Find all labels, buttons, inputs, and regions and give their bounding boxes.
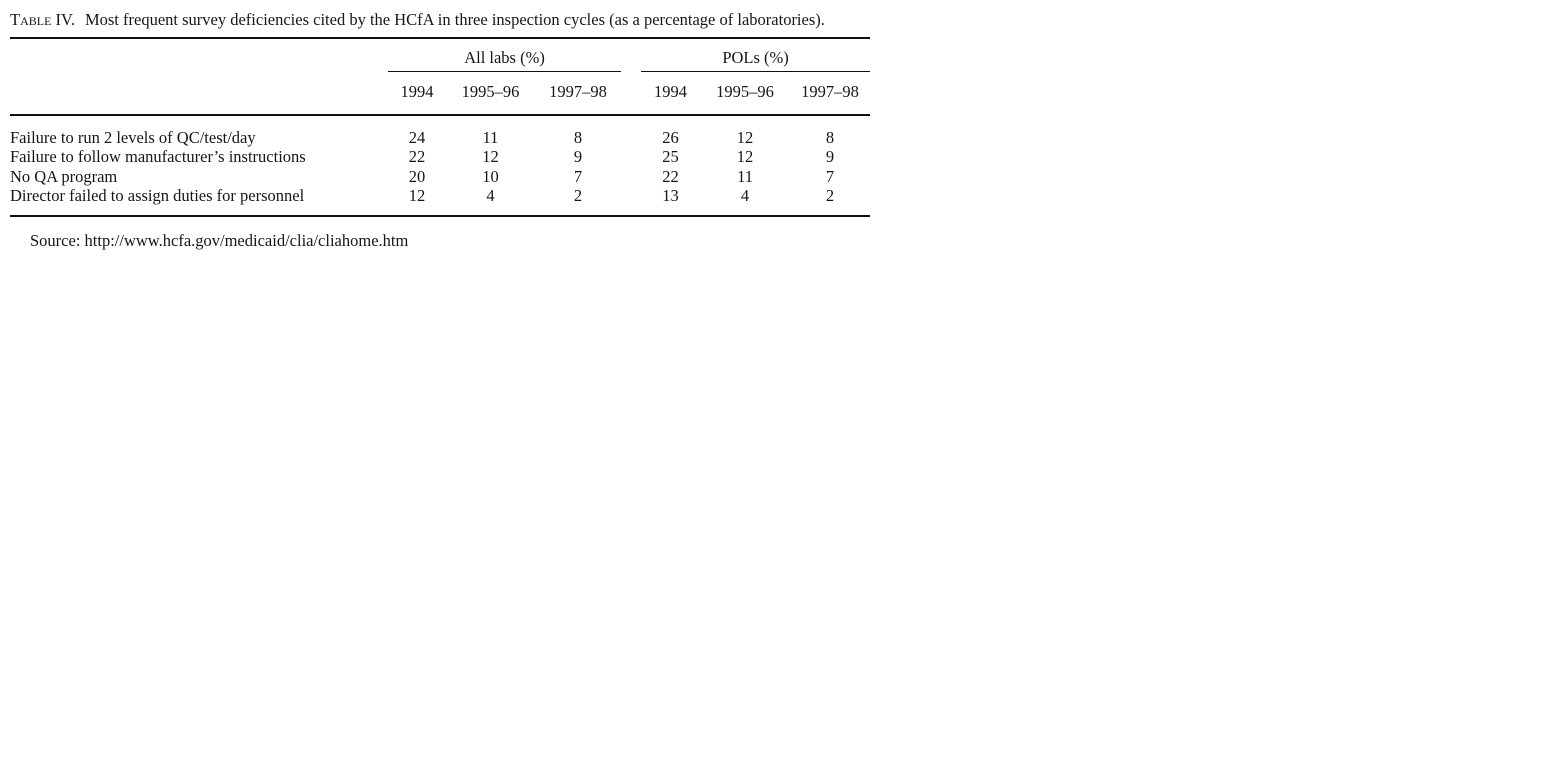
group-gap <box>621 71 641 115</box>
cell-value: 12 <box>388 186 446 216</box>
cell-value: 22 <box>662 166 679 186</box>
column-group-pols: POLs (%) <box>641 38 870 72</box>
col-header-pols-1997-98: 1997–98 <box>790 71 870 115</box>
table-caption-label: Table IV. <box>10 10 75 29</box>
cell-value: 11 <box>737 166 753 186</box>
cell-value: 7 <box>573 166 583 186</box>
table-row <box>10 186 870 216</box>
cell-value: 13 <box>641 186 700 216</box>
cell-value: 26 <box>662 127 679 147</box>
row-label: Director failed to assign duties for personnel <box>10 186 388 216</box>
empty-cell <box>10 71 388 115</box>
column-group-row <box>10 38 870 72</box>
row-label: Failure to follow manufacturer’s instructions <box>10 147 306 167</box>
col-header-all-1994: 1994 <box>388 71 446 115</box>
table-caption <box>10 10 870 31</box>
table-iv-block <box>10 10 870 251</box>
cell-value: 11 <box>482 127 499 147</box>
cell-value: 9 <box>825 147 835 167</box>
group-gap <box>621 38 641 72</box>
cell-value: 10 <box>482 166 499 186</box>
col-header-all-1995-96: 1995–96 <box>446 71 535 115</box>
deficiencies-table <box>10 37 870 217</box>
group-gap <box>621 147 641 167</box>
cell-value: 25 <box>662 147 679 167</box>
column-header-row <box>10 71 870 115</box>
col-header-pols-1994: 1994 <box>641 71 700 115</box>
cell-value: 12 <box>482 147 499 167</box>
cell-value: 7 <box>825 166 835 186</box>
col-header-pols-1995-96: 1995–96 <box>700 71 790 115</box>
column-group-all-labs: All labs (%) <box>388 38 621 72</box>
cell-value: 8 <box>573 127 583 147</box>
cell-value: 22 <box>408 147 426 167</box>
source-line: Source: http://www.hcfa.gov/medicaid/clia/cliahome.htm <box>30 230 409 250</box>
col-header-all-1997-98: 1997–98 <box>535 71 621 115</box>
cell-value: 12 <box>736 127 754 147</box>
cell-value: 9 <box>573 147 583 167</box>
table-row <box>10 147 870 167</box>
table-caption-text: Most frequent survey deficiencies cited by the HCfA in three inspection cycles (as a percentage of laboratories). <box>84 10 825 29</box>
group-gap <box>621 167 641 187</box>
table-row <box>10 115 870 148</box>
cell-value: 8 <box>825 127 835 147</box>
cell-value: 4 <box>700 186 790 216</box>
table-row <box>10 167 870 187</box>
row-label: Failure to run 2 levels of QC/test/day <box>10 127 256 147</box>
cell-value: 20 <box>408 166 426 186</box>
cell-value: 2 <box>535 186 621 216</box>
group-gap <box>621 115 641 148</box>
row-label: No QA program <box>10 166 118 186</box>
cell-value: 2 <box>790 186 870 216</box>
cell-value: 12 <box>736 147 754 167</box>
group-gap <box>621 186 641 216</box>
cell-value: 4 <box>446 186 535 216</box>
cell-value: 24 <box>408 127 426 147</box>
empty-cell <box>10 38 388 72</box>
